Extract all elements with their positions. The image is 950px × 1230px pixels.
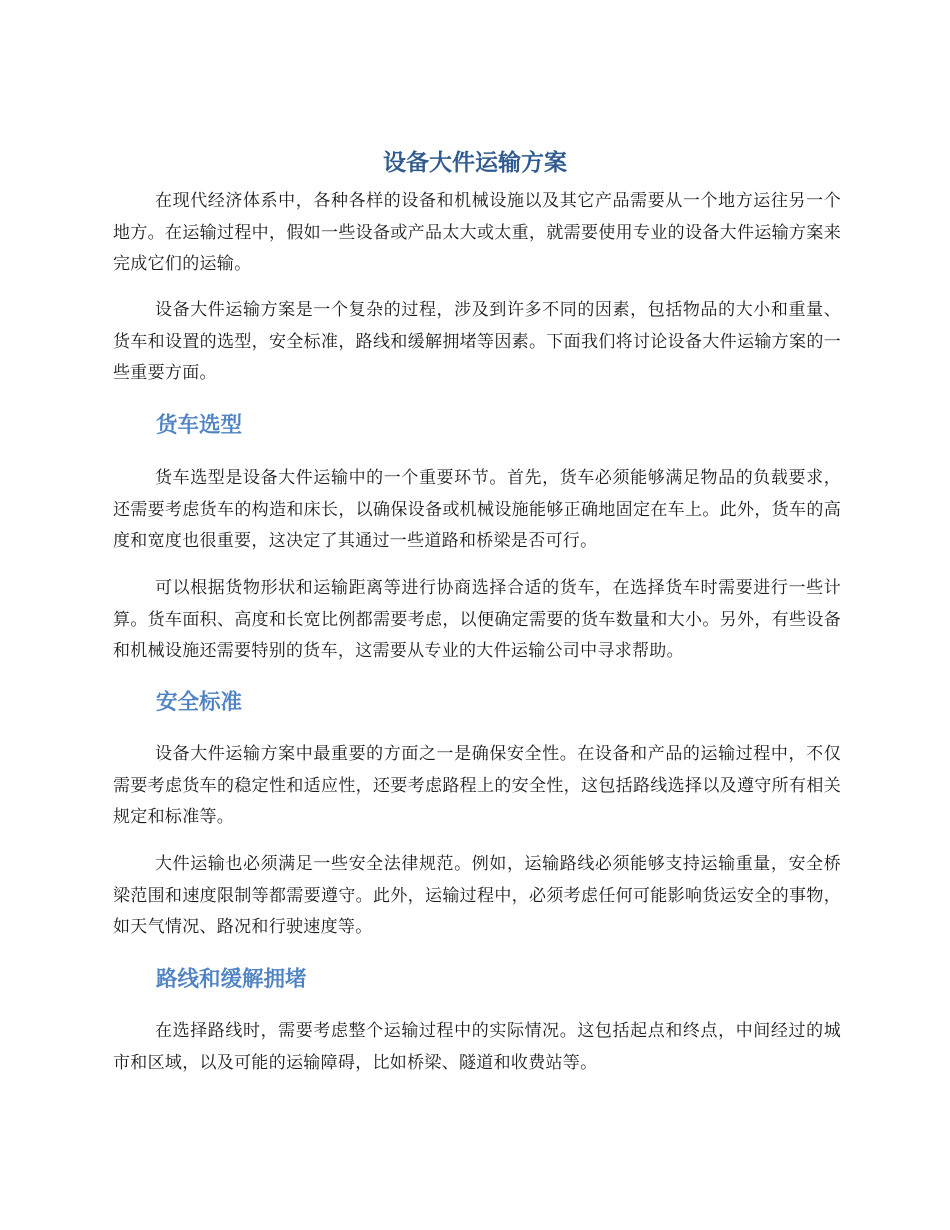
truck-selection-paragraph-2: 可以根据货物形状和运输距离等进行协商选择合适的货车，在选择货车时需要进行一些计算。货车面积、高度和长宽比例都需要考虑，以便确定需要的货车数量和大小。另外，有些设备和机械设施还需要特别的货车，这需要从专业的大件运输公司中寻求帮助。 — [113, 578, 841, 661]
safety-standards-paragraph-2: 大件运输也必须满足一些安全法律规范。例如，运输路线必须能够支持运输重量，安全桥梁范围和速度限制等都需要遵守。此外，运输过程中，必须考虑任何可能影响货运安全的事物，如天气情况、路况和行驶速度等。 — [113, 854, 841, 937]
safety-standards-paragraph-1: 设备大件运输方案中最重要的方面之一是确保安全性。在设备和产品的运输过程中，不仅需要考虑货车的稳定性和适应性，还要考虑路程上的安全性，这包括路线选择以及遵守所有相关规定和标准等。 — [113, 744, 841, 827]
section-heading-route-congestion: 路线和缓解拥堵 — [156, 967, 307, 992]
intro-paragraph-1: 在现代经济体系中，各种各样的设备和机械设施以及其它产品需要从一个地方运往另一个地方。在运输过程中，假如一些设备或产品太大或太重，就需要使用专业的设备大件运输方案来完成它们的运输。 — [113, 191, 841, 274]
section-heading-safety-standards: 安全标准 — [156, 690, 243, 715]
truck-selection-paragraph-1: 货车选型是设备大件运输中的一个重要环节。首先，货车必须能够满足物品的负载要求，还需要考虑货车的构造和床长，以确保设备或机械设施能够正确地固定在车上。此外，货车的高度和宽度也很重要，这决定了其通过一些道路和桥梁是否可行。 — [113, 468, 841, 551]
intro-paragraph-2: 设备大件运输方案是一个复杂的过程，涉及到许多不同的因素，包括物品的大小和重量、货车和设置的选型，安全标准，路线和缓解拥堵等因素。下面我们将讨论设备大件运输方案的一些重要方面。 — [113, 300, 841, 383]
route-congestion-paragraph-1: 在选择路线时，需要考虑整个运输过程中的实际情况。这包括起点和终点，中间经过的城市和区域，以及可能的运输障碍，比如桥梁、隧道和收费站等。 — [113, 1021, 841, 1073]
section-heading-truck-selection: 货车选型 — [156, 413, 243, 438]
document-title: 设备大件运输方案 — [383, 150, 567, 176]
